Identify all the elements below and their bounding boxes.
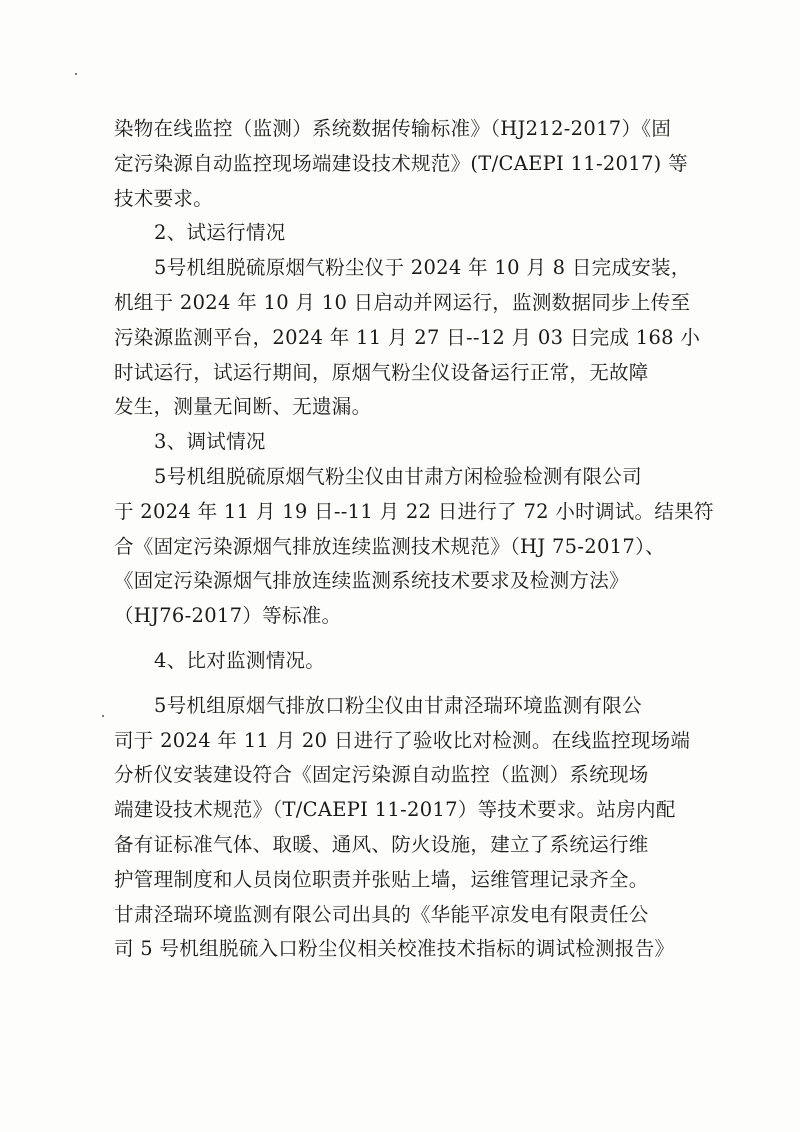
paragraph-line: 合《固定污染源烟气排放连续监测技术规范》（HJ 75-2017）、 [114,534,665,558]
scan-speck [75,73,77,75]
paragraph-line: 技术要求。 [114,186,214,210]
paragraph-line: 发生，测量无间断、无遗漏。 [114,395,372,419]
paragraph-line: 机组于 2024 年 10 月 10 日启动并网运行，监测数据同步上传至 [114,290,691,314]
section-heading: 3、调试情况 [154,430,266,454]
paragraph-line: 司于 2024 年 11 月 20 日进行了验收比对检测。在线监控现场端 [114,728,691,752]
paragraph-line: 5号机组脱硫原烟气粉尘仪由甘肃方闲检验检测有限公司 [154,464,642,488]
scan-speck [102,715,104,717]
paragraph-line: 分析仪安装建设符合《固定污染源自动监控（监测）系统现场 [114,763,649,787]
paragraph-line: 《固定污染源烟气排放连续监测系统技术要求及检测方法》 [114,569,629,593]
paragraph-line: 5号机组原烟气排放口粉尘仪由甘肃泾瑞环境监测有限公 [154,693,642,717]
paragraph-line: 端建设技术规范》（T/CAEPI 11-2017）等技术要求。站房内配 [114,798,676,822]
paragraph-line: 甘肃泾瑞环境监测有限公司出具的《华能平凉发电有限责任公 [114,902,649,926]
paragraph-line: 染物在线监控（监测）系统数据传输标准》（HJ212-2017）《固 [114,117,672,140]
section-heading: 4、比对监测情况。 [154,648,326,672]
paragraph-line: 污染源监测平台，2024 年 11 月 27 日--12 月 03 日完成 168 小 [114,325,701,349]
paragraph-line: 定污染源自动监控现场端建设技术规范》(T/CAEPI 11-2017) 等 [114,151,688,175]
paragraph-line: 于 2024 年 11 月 19 日--11 月 22 日进行了 72 小时调试。结果符 [114,499,714,523]
paragraph-line: 备有证标准气体、取暖、通风、防火设施，建立了系统运行维 [114,832,649,856]
paragraph-line: 时试运行，试运行期间，原烟气粉尘仪设备运行正常，无故障 [114,360,649,384]
paragraph-line: （HJ76-2017）等标准。 [114,604,342,628]
paragraph-line: 5号机组脱硫原烟气粉尘仪于 2024 年 10 月 8 日完成安装， [154,256,691,280]
paragraph-line: 护管理制度和人员岗位职责并张贴上墙，运维管理记录齐全。 [114,867,649,891]
paragraph-line: 司 5 号机组脱硫入口粉尘仪相关校准技术指标的调试检测报告》 [114,937,675,961]
section-heading: 2、试运行情况 [154,221,286,245]
body-text [114,112,714,967]
